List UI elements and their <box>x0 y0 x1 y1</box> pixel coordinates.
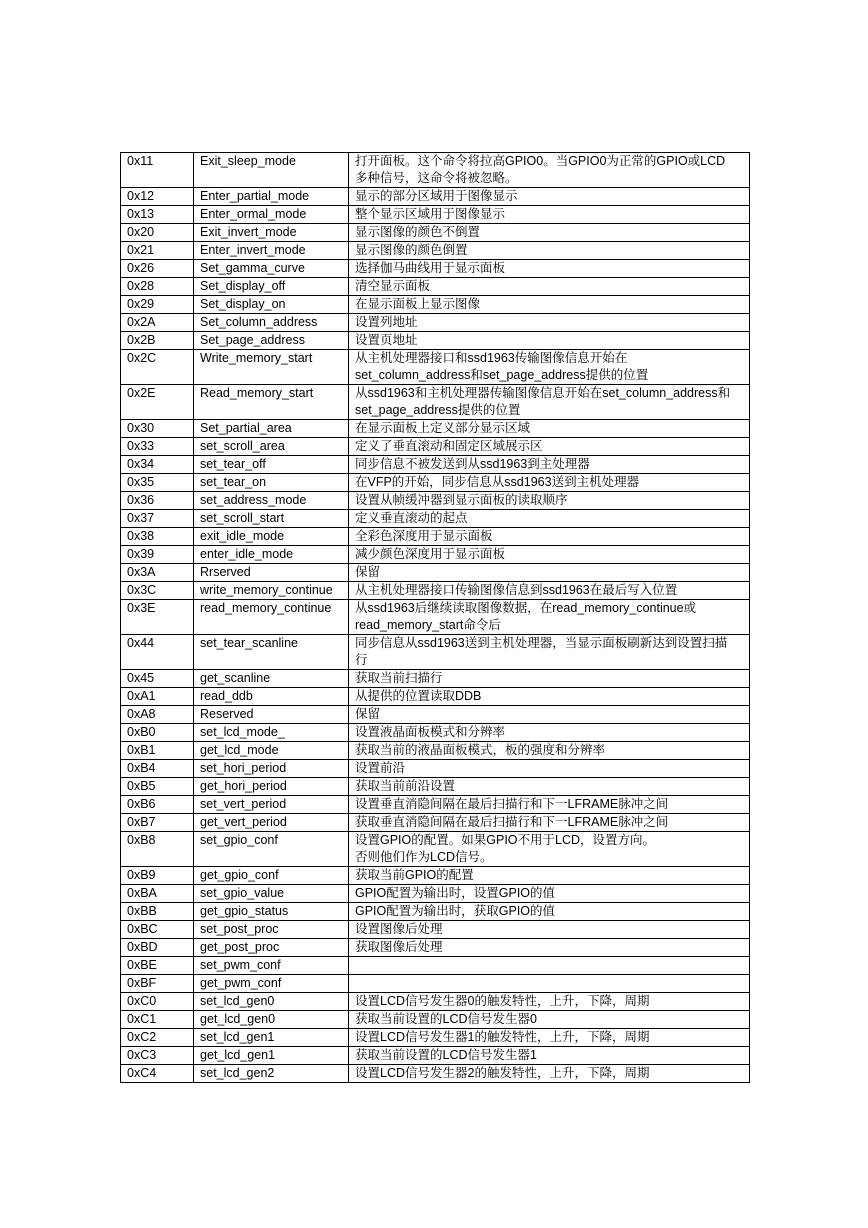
command-description-cell: 设置垂直消隐间隔在最后扫描行和下一LFRAME脉冲之间 <box>349 796 750 814</box>
table-row <box>121 420 750 438</box>
table-row <box>121 760 750 778</box>
table-row <box>121 564 750 582</box>
command-name-cell: Exit_sleep_mode <box>194 153 349 188</box>
table-row <box>121 832 750 867</box>
table-row <box>121 456 750 474</box>
table-row <box>121 724 750 742</box>
command-name-cell: Set_display_on <box>194 296 349 314</box>
command-code-cell: 0xBF <box>121 975 194 993</box>
command-code-cell: 0x12 <box>121 188 194 206</box>
table-row <box>121 957 750 975</box>
command-code-cell: 0xC0 <box>121 993 194 1011</box>
command-name-cell: Reserved <box>194 706 349 724</box>
command-code-cell: 0x37 <box>121 510 194 528</box>
command-description-cell: 定义垂直滚动的起点 <box>349 510 750 528</box>
table-row <box>121 706 750 724</box>
command-code-cell: 0x3A <box>121 564 194 582</box>
table-row <box>121 867 750 885</box>
command-name-cell: write_memory_continue <box>194 582 349 600</box>
table-row <box>121 528 750 546</box>
command-table <box>120 152 750 1083</box>
command-code-cell: 0x45 <box>121 670 194 688</box>
table-row <box>121 778 750 796</box>
table-row <box>121 260 750 278</box>
command-description-cell: 从主机处理器接口和ssd1963传输图像信息开始在 set_column_address和set_page_address提供的位置 <box>349 350 750 385</box>
command-code-cell: 0xBA <box>121 885 194 903</box>
command-name-cell: set_gpio_conf <box>194 832 349 867</box>
command-code-cell: 0x3C <box>121 582 194 600</box>
command-description-cell: 获取当前设置的LCD信号发生器0 <box>349 1011 750 1029</box>
command-name-cell: get_vert_period <box>194 814 349 832</box>
command-code-cell: 0x34 <box>121 456 194 474</box>
command-name-cell: get_lcd_mode <box>194 742 349 760</box>
command-name-cell: Enter_partial_mode <box>194 188 349 206</box>
command-name-cell: read_memory_continue <box>194 600 349 635</box>
command-name-cell: Rrserved <box>194 564 349 582</box>
command-name-cell: set_gpio_value <box>194 885 349 903</box>
command-code-cell: 0x26 <box>121 260 194 278</box>
table-row <box>121 474 750 492</box>
command-description-cell: 保留 <box>349 706 750 724</box>
command-name-cell: Set_column_address <box>194 314 349 332</box>
command-code-cell: 0x29 <box>121 296 194 314</box>
table-row <box>121 296 750 314</box>
command-name-cell: enter_idle_mode <box>194 546 349 564</box>
command-code-cell: 0x30 <box>121 420 194 438</box>
command-description-cell: 打开面板。这个命令将拉高GPIO0。当GPIO0为正常的GPIO或LCD 多种信号，这命令将被忽略。 <box>349 153 750 188</box>
table-row <box>121 688 750 706</box>
table-row <box>121 385 750 420</box>
command-name-cell: Read_memory_start <box>194 385 349 420</box>
command-code-cell: 0x3E <box>121 600 194 635</box>
command-description-cell: 获取当前GPIO的配置 <box>349 867 750 885</box>
command-description-cell: 清空显示面板 <box>349 278 750 296</box>
table-row <box>121 510 750 528</box>
table-row <box>121 814 750 832</box>
command-code-cell: 0x38 <box>121 528 194 546</box>
command-code-cell: 0xB4 <box>121 760 194 778</box>
command-description-cell: 获取图像后处理 <box>349 939 750 957</box>
command-name-cell: get_pwm_conf <box>194 975 349 993</box>
command-description-cell: 在VFP的开始，同步信息从ssd1963送到主机处理器 <box>349 474 750 492</box>
command-description-cell <box>349 975 750 993</box>
command-description-cell: 同步信息从ssd1963送到主机处理器，当显示面板刷新达到设置扫描 行 <box>349 635 750 670</box>
command-description-cell: 获取当前前沿设置 <box>349 778 750 796</box>
command-code-cell: 0xBB <box>121 903 194 921</box>
command-name-cell: set_scroll_start <box>194 510 349 528</box>
command-description-cell: 从ssd1963后继续读取图像数据，在read_memory_continue或 read_memory_start命令后 <box>349 600 750 635</box>
command-description-cell: 获取当前扫描行 <box>349 670 750 688</box>
command-description-cell: 保留 <box>349 564 750 582</box>
command-name-cell: get_hori_period <box>194 778 349 796</box>
table-row <box>121 885 750 903</box>
table-row <box>121 546 750 564</box>
table-row <box>121 492 750 510</box>
command-code-cell: 0xC3 <box>121 1047 194 1065</box>
command-code-cell: 0x2E <box>121 385 194 420</box>
table-row <box>121 278 750 296</box>
table-row <box>121 350 750 385</box>
command-name-cell: set_vert_period <box>194 796 349 814</box>
command-name-cell: Set_partial_area <box>194 420 349 438</box>
command-name-cell: set_lcd_gen2 <box>194 1065 349 1083</box>
table-row <box>121 188 750 206</box>
table-row <box>121 635 750 670</box>
command-code-cell: 0xB9 <box>121 867 194 885</box>
command-name-cell: exit_idle_mode <box>194 528 349 546</box>
command-name-cell: get_gpio_status <box>194 903 349 921</box>
command-description-cell: 在显示面板上定义部分显示区域 <box>349 420 750 438</box>
table-row <box>121 314 750 332</box>
table-row <box>121 153 750 188</box>
command-description-cell: 选择伽马曲线用于显示面板 <box>349 260 750 278</box>
command-code-cell: 0xC2 <box>121 1029 194 1047</box>
command-code-cell: 0xBD <box>121 939 194 957</box>
command-name-cell: set_lcd_gen1 <box>194 1029 349 1047</box>
command-description-cell: 获取当前的液晶面板模式，板的强度和分辨率 <box>349 742 750 760</box>
table-row <box>121 438 750 456</box>
command-code-cell: 0x2B <box>121 332 194 350</box>
command-name-cell: Enter_ormal_mode <box>194 206 349 224</box>
command-code-cell: 0x28 <box>121 278 194 296</box>
table-row <box>121 742 750 760</box>
command-code-cell: 0x11 <box>121 153 194 188</box>
command-description-cell: 设置LCD信号发生器0的触发特性，上升，下降，周期 <box>349 993 750 1011</box>
command-code-cell: 0x2C <box>121 350 194 385</box>
command-description-cell: 显示图像的颜色不倒置 <box>349 224 750 242</box>
table-row <box>121 670 750 688</box>
command-name-cell: Write_memory_start <box>194 350 349 385</box>
table-row <box>121 600 750 635</box>
command-description-cell: 定义了垂直滚动和固定区域展示区 <box>349 438 750 456</box>
command-name-cell: get_gpio_conf <box>194 867 349 885</box>
command-description-cell: GPIO配置为输出时，设置GPIO的值 <box>349 885 750 903</box>
command-code-cell: 0x36 <box>121 492 194 510</box>
command-name-cell: set_address_mode <box>194 492 349 510</box>
table-row <box>121 796 750 814</box>
command-name-cell: set_lcd_gen0 <box>194 993 349 1011</box>
table-row <box>121 939 750 957</box>
table-row <box>121 582 750 600</box>
command-name-cell: set_tear_on <box>194 474 349 492</box>
command-description-cell: 获取当前设置的LCD信号发生器1 <box>349 1047 750 1065</box>
command-description-cell: 设置前沿 <box>349 760 750 778</box>
command-name-cell: set_pwm_conf <box>194 957 349 975</box>
command-code-cell: 0xB1 <box>121 742 194 760</box>
command-code-cell: 0xA8 <box>121 706 194 724</box>
command-description-cell: 在显示面板上显示图像 <box>349 296 750 314</box>
command-name-cell: set_tear_off <box>194 456 349 474</box>
command-code-cell: 0xB7 <box>121 814 194 832</box>
command-name-cell: set_hori_period <box>194 760 349 778</box>
command-code-cell: 0x13 <box>121 206 194 224</box>
command-description-cell <box>349 957 750 975</box>
command-description-cell: 同步信息不被发送到从ssd1963到主处理器 <box>349 456 750 474</box>
command-name-cell: read_ddb <box>194 688 349 706</box>
table-row <box>121 1011 750 1029</box>
command-description-cell: 设置从帧缓冲器到显示面板的读取顺序 <box>349 492 750 510</box>
command-code-cell: 0x21 <box>121 242 194 260</box>
command-code-cell: 0x35 <box>121 474 194 492</box>
table-row <box>121 903 750 921</box>
command-description-cell: 从提供的位置读取DDB <box>349 688 750 706</box>
command-name-cell: get_scanline <box>194 670 349 688</box>
command-code-cell: 0x2A <box>121 314 194 332</box>
command-code-cell: 0x20 <box>121 224 194 242</box>
command-description-cell: 显示图像的颜色倒置 <box>349 242 750 260</box>
table-row <box>121 1047 750 1065</box>
table-row <box>121 206 750 224</box>
command-description-cell: 设置液晶面板模式和分辨率 <box>349 724 750 742</box>
command-name-cell: set_tear_scanline <box>194 635 349 670</box>
command-name-cell: get_post_proc <box>194 939 349 957</box>
table-row <box>121 1029 750 1047</box>
command-name-cell: Set_display_off <box>194 278 349 296</box>
command-description-cell: 获取垂直消隐间隔在最后扫描行和下一LFRAME脉冲之间 <box>349 814 750 832</box>
command-code-cell: 0x39 <box>121 546 194 564</box>
command-code-cell: 0x33 <box>121 438 194 456</box>
command-description-cell: 设置LCD信号发生器1的触发特性，上升，下降，周期 <box>349 1029 750 1047</box>
command-name-cell: get_lcd_gen1 <box>194 1047 349 1065</box>
command-name-cell: set_lcd_mode_ <box>194 724 349 742</box>
command-code-cell: 0xBC <box>121 921 194 939</box>
table-row <box>121 1065 750 1083</box>
command-description-cell: 设置LCD信号发生器2的触发特性，上升，下降，周期 <box>349 1065 750 1083</box>
command-description-cell: 设置GPIO的配置。如果GPIO不用于LCD，设置方向。 否则他们作为LCD信号。 <box>349 832 750 867</box>
command-name-cell: set_scroll_area <box>194 438 349 456</box>
command-description-cell: 从ssd1963和主机处理器传输图像信息开始在set_column_address和 set_page_address提供的位置 <box>349 385 750 420</box>
command-description-cell: 全彩色深度用于显示面板 <box>349 528 750 546</box>
command-name-cell: Exit_invert_mode <box>194 224 349 242</box>
command-table-body <box>121 153 750 1083</box>
command-code-cell: 0x44 <box>121 635 194 670</box>
command-code-cell: 0xA1 <box>121 688 194 706</box>
table-row <box>121 993 750 1011</box>
command-name-cell: Set_page_address <box>194 332 349 350</box>
command-code-cell: 0xC1 <box>121 1011 194 1029</box>
command-description-cell: 减少颜色深度用于显示面板 <box>349 546 750 564</box>
command-name-cell: Set_gamma_curve <box>194 260 349 278</box>
command-description-cell: 设置列地址 <box>349 314 750 332</box>
command-name-cell: set_post_proc <box>194 921 349 939</box>
command-description-cell: GPIO配置为输出时，获取GPIO的值 <box>349 903 750 921</box>
table-row <box>121 975 750 993</box>
command-code-cell: 0xC4 <box>121 1065 194 1083</box>
table-row <box>121 242 750 260</box>
command-code-cell: 0xB6 <box>121 796 194 814</box>
table-row <box>121 921 750 939</box>
command-description-cell: 整个显示区域用于图像显示 <box>349 206 750 224</box>
command-code-cell: 0xB8 <box>121 832 194 867</box>
command-code-cell: 0xB5 <box>121 778 194 796</box>
command-name-cell: Enter_invert_mode <box>194 242 349 260</box>
command-code-cell: 0xB0 <box>121 724 194 742</box>
command-description-cell: 设置图像后处理 <box>349 921 750 939</box>
command-name-cell: get_lcd_gen0 <box>194 1011 349 1029</box>
command-description-cell: 显示的部分区域用于图像显示 <box>349 188 750 206</box>
command-description-cell: 从主机处理器接口传输图像信息到ssd1963在最后写入位置 <box>349 582 750 600</box>
table-row <box>121 332 750 350</box>
table-row <box>121 224 750 242</box>
command-code-cell: 0xBE <box>121 957 194 975</box>
command-description-cell: 设置页地址 <box>349 332 750 350</box>
